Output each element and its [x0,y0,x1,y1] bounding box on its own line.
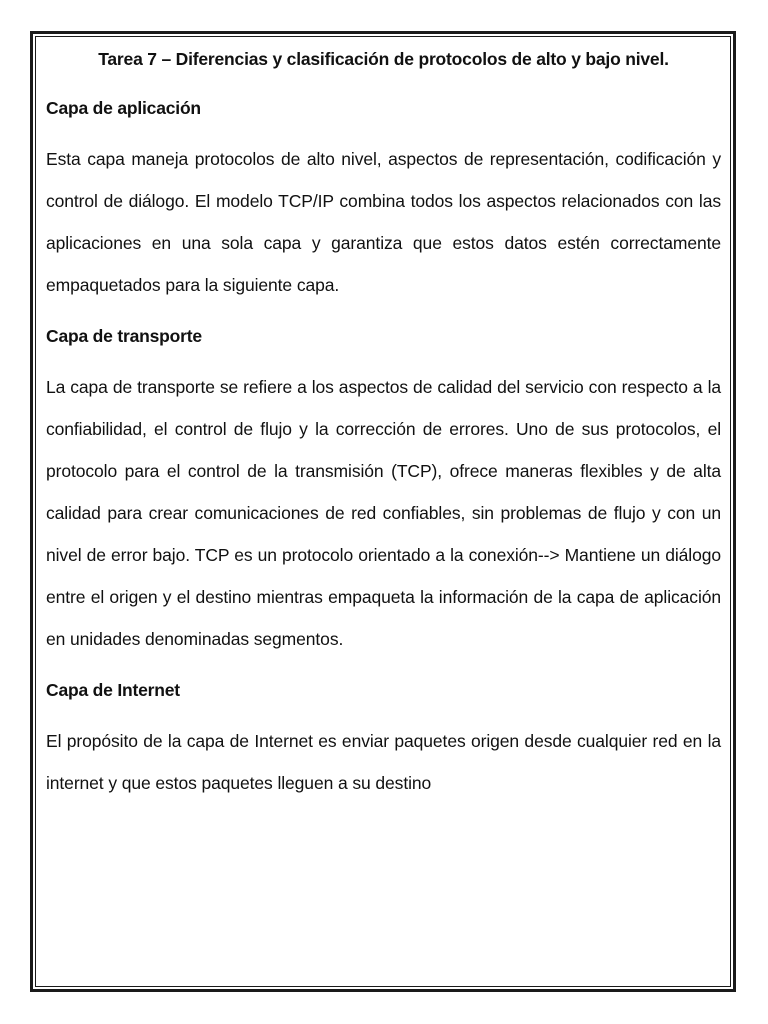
section-body-aplicacion: Esta capa maneja protocolos de alto nivel, aspectos de representación, codificación y control de diálogo. El modelo TCP/IP combina todos los aspectos relacionados con las aplicaciones en una sola capa y garantiza que estos datos estén correctamente empaquetados para la siguiente capa. [46,149,721,295]
document-content [46,42,721,804]
section-heading-internet: Capa de Internet [46,680,180,700]
section-heading-transporte: Capa de transporte [46,326,202,346]
section-body-internet: El propósito de la capa de Internet es enviar paquetes origen desde cualquier red en la internet y que estos paquetes lleguen a su destino [46,731,721,793]
section-body-transporte: La capa de transporte se refiere a los aspectos de calidad del servicio con respecto a la confiabilidad, el control de flujo y la corrección de errores. Uno de sus protocolos, el protocolo para el control de la transmisión (TCP), ofrece maneras flexibles y de alta calidad para crear comunicaciones de red confiables, sin problemas de flujo y con un nivel de error bajo. TCP es un protocolo orientado a la conexión--> Mantiene un diálogo entre el origen y el destino mientras empaqueta la información de la capa de aplicación en unidades denominadas segmentos. [46,377,721,649]
document-title: Tarea 7 – Diferencias y clasificación de protocolos de alto y bajo nivel. [98,49,669,69]
section-heading-aplicacion: Capa de aplicación [46,98,201,118]
